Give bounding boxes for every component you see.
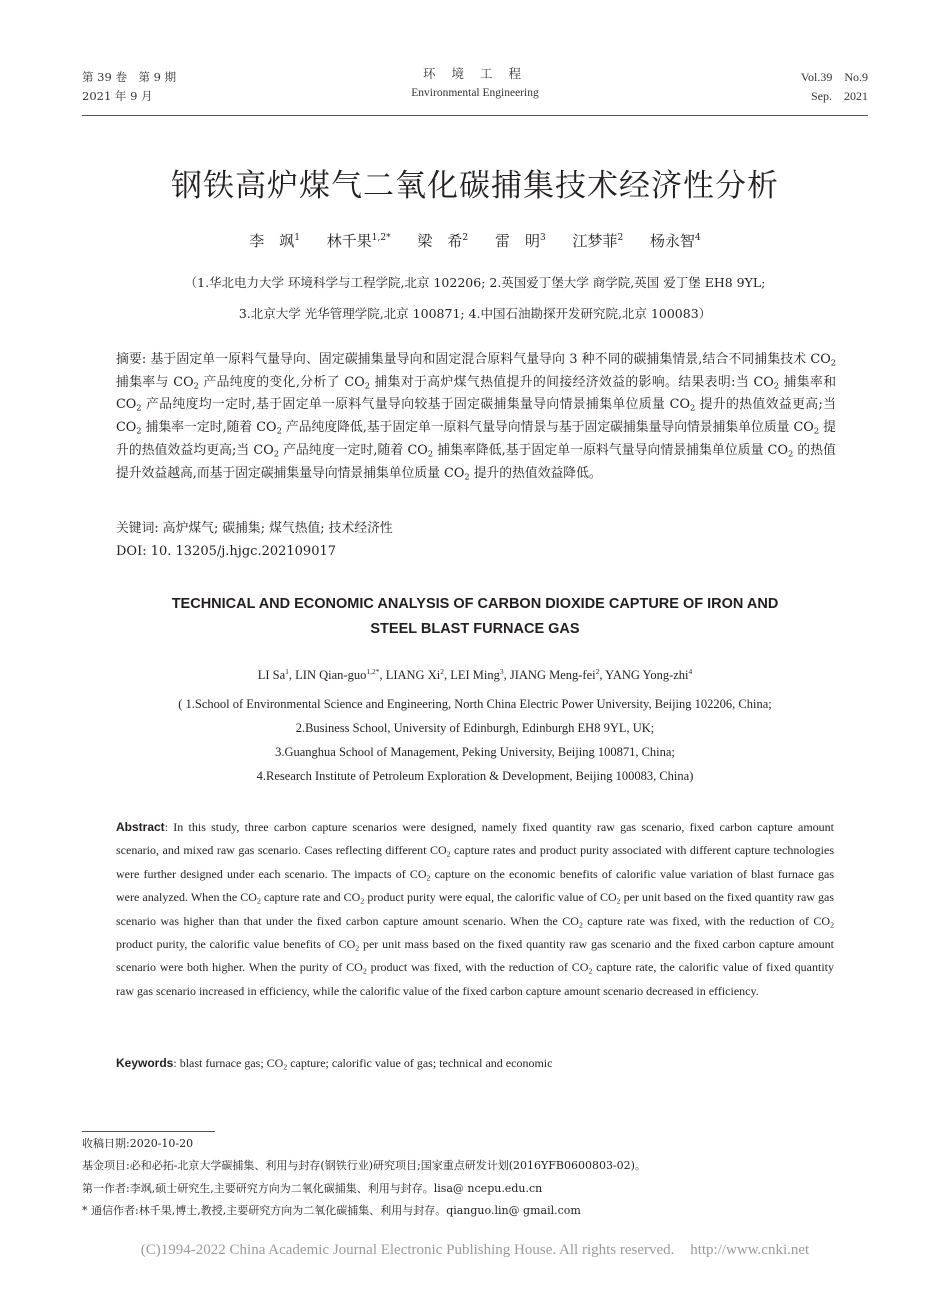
paper-title-en: TECHNICAL AND ECONOMIC ANALYSIS OF CARBON DIOXIDE CAPTURE OF IRON AND STEEL BLAST FURNACE GAS (171, 596, 779, 637)
footnote-funding: 基金项目:必和必拓-北京大学碳捕集、利用与封存(钢铁行业)研究项目;国家重点研发计划(2016YFB0600803-02)。 (82, 1159, 646, 1172)
affiliation-cn-line: 3.北京大学 光华管理学院,北京 100871; 4.中国石油勘探开发研究院,北京 100083） (238, 306, 712, 321)
abstract-cn-label: 摘要: (116, 352, 147, 367)
footnote-corresponding-author: * 通信作者:林千果,博士,教授,主要研究方向为二氧化碳捕集、利用与封存。qianguo.lin@ gmail.com (82, 1204, 581, 1217)
keywords-en: Keywords: blast furnace gas; $CO_2$ capture; calorific value of gas; technical and economic (116, 1056, 553, 1072)
copyright-watermark (0, 1242, 950, 1259)
header-rule (82, 115, 868, 116)
publication-date-en: Sep. 2021 (810, 89, 868, 103)
keywords-cn: 关键词: 高炉煤气; 碳捕集; 煤气热值; 技术经济性 (116, 521, 393, 536)
publication-date: 2021 年 9 月 (82, 89, 153, 103)
author-en: LIANG Xi$^2$ (385, 666, 444, 682)
journal-name-cn: 环 境 工 程 (423, 66, 527, 81)
author-cn: 梁 希$^2$ (417, 232, 469, 250)
author-en: YANG Yong-zhi$^4$ (605, 666, 693, 682)
footnote-rule (82, 1131, 215, 1132)
volume-issue-en: Vol.39 No.9 (800, 70, 868, 84)
footnote-received-date: 收稿日期:2020-10-20 (82, 1137, 194, 1150)
author-list-en: LI Sa$^1$, LIN Qian-guo$^{1,2*}$, LIANG Xi$^2$, LEI Ming$^3$, JIANG Meng-fei$^2$, YANG Yong-zhi$^4$ (257, 666, 693, 682)
affiliation-en-line: 3.Guanghua School of Management, Peking University, Beijing 100871, China; (275, 745, 675, 759)
author-cn: 杨永智$^4$ (650, 232, 701, 250)
journal-name-en: Environmental Engineering (411, 87, 539, 99)
volume-issue: 第 39 卷 第 9 期 (82, 70, 177, 84)
keywords-en-label: Keywords (116, 1056, 174, 1070)
author-en: LEI Ming$^3$ (450, 666, 504, 682)
cnki-link[interactable]: http://www.cnki.net (690, 1242, 810, 1258)
author-en: LI Sa$^1$ (257, 666, 289, 682)
doi: DOI: 10. 13205/j.hjgc.202109017 (116, 544, 337, 559)
author-en: JIANG Meng-fei$^2$ (509, 666, 600, 682)
author-list-cn (0, 230, 950, 251)
affiliation-en-line: 2.Business School, University of Edinburgh, Edinburgh EH8 9YL, UK; (295, 721, 655, 735)
abstract-cn: 摘要: 基于固定单一原料气量导向、固定碳捕集量导向和固定混合原料气量导向 3 种不同的碳捕集情景,结合不同捕集技术 $CO_2$ 捕集率与 $CO_2$ 产品纯度的变化,分析了 $CO_2$ 捕集对于高炉煤气热值提升的间接经济效益的影响。结果表明:当 $CO_2$ 捕集率和 $CO_2$ 产品纯度均一定时,基于固定单一原料气量导向较基于固定碳捕集量导向情景捕集单位质量 $CO_2$ 提升的热值效益更高;当 $CO_2$ 捕集率一定时,随着 $CO_2$ 产品纯度降低,基于固定单一原料气量导向情景与基于固定碳捕集量导向情景捕集单位质量 $CO_2$ 提升的热值效益均更高;当 $CO_2$ 产品纯度一定时,随着 $CO_2$ 捕集率降低,基于固定单一原料气量导向情景捕集单位质量 $CO_2$ 的热值提升效益越高,而基于固定碳捕集量导向情景捕集单位质量 $CO_2$ 提升的热值效益降低。 (116, 352, 837, 481)
affiliation-en-line: 4.Research Institute of Petroleum Exploration & Development, Beijing 100083, China) (256, 769, 694, 783)
copyright-text: (C)1994-2022 China Academic Journal Electronic Publishing House. All rights reserved. (140, 1242, 675, 1258)
author-cn: 江梦菲$^2$ (572, 232, 624, 250)
journal-issue-info-en (801, 68, 868, 106)
affiliation-cn-line: （1.华北电力大学 环境科学与工程学院,北京 102206; 2.英国爱丁堡大学 商学院,英国 爱丁堡 EH8 9YL; (184, 275, 766, 290)
author-en: LIN Qian-guo$^{1,2*}$ (295, 666, 380, 682)
paper-title-cn: 钢铁高炉煤气二氧化碳捕集技术经济性分析 (171, 168, 779, 204)
author-cn: 李 飒$^1$ (249, 232, 300, 250)
abstract-en-label: Abstract (116, 820, 165, 834)
author-cn: 林千果$^{1,2*}$ (326, 232, 391, 250)
footnote-first-author: 第一作者:李飒,硕士研究生,主要研究方向为二氧化碳捕集、利用与封存。lisa@ ncepu.edu.cn (82, 1182, 543, 1195)
author-cn: 雷 明$^3$ (494, 232, 546, 250)
abstract-en: Abstract: In this study, three carbon capture scenarios were designed, namely fixed quantity raw gas scenario, fixed carbon capture amount scenario, and mixed raw gas scenario. Cases reflecting different $CO_2$ capture rates and product purity associated with different capture technologies were further designed under each scenario. The impacts of $CO_2$ capture on the economic benefits of calorific value variation of blast furnace gas were analyzed. When the $CO_2$ capture rate and $CO_2$ product purity were equal, the calorific value of $CO_2$ per unit based on the fixed quantity raw gas scenario was higher than that under the fixed carbon capture amount scenario. When the $CO_2$ capture rate was fixed, with the reduction of $CO_2$ product purity, the calorific value benefits of $CO_2$ per unit mass based on the fixed quantity raw gas scenario and the fixed carbon capture amount scenario were both higher. When the purity of $CO_2$ product was fixed, with the reduction of $CO_2$ capture rate, the calorific value of fixed quantity raw gas scenario increased in efficiency, while the calorific value of the fixed carbon capture amount scenario decreased in efficiency. (116, 820, 835, 998)
affiliation-en-line: ( 1.School of Environmental Science and Engineering, North China Electric Power University, Beijing 102206, China; (178, 697, 772, 711)
